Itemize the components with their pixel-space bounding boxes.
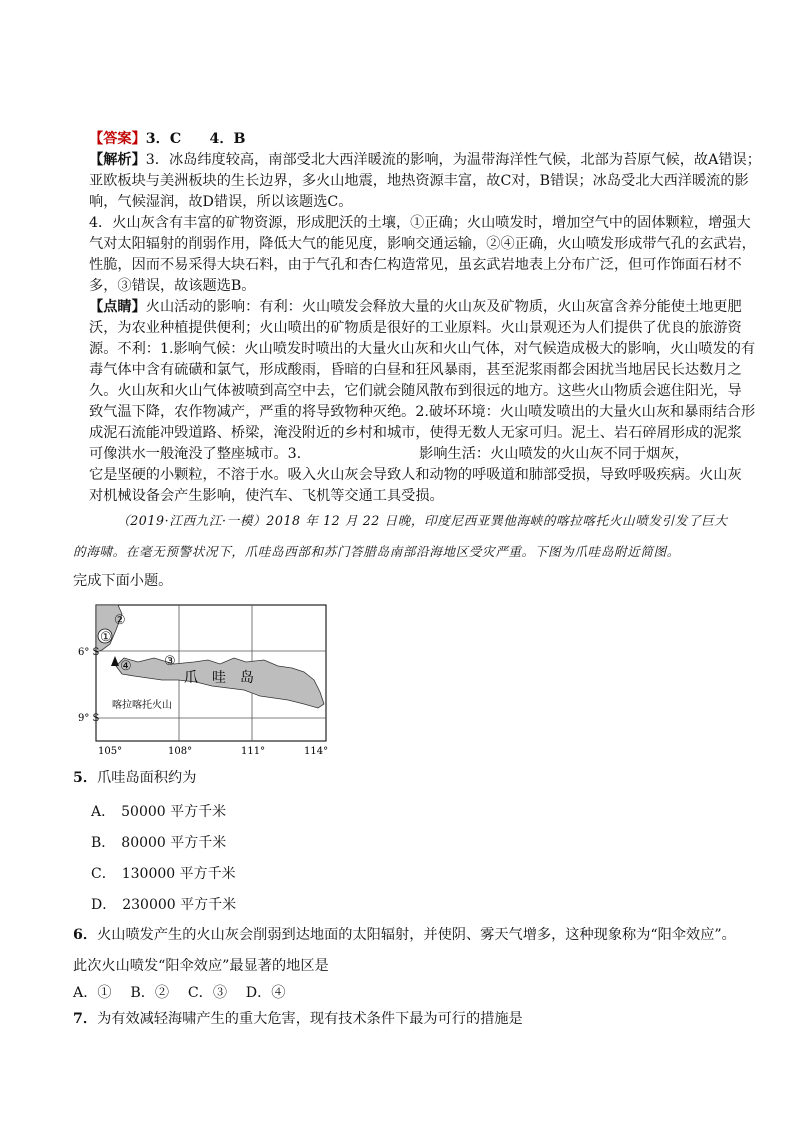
- question-6-options[interactable]: A．① B．② C．③ D．④: [73, 985, 286, 1001]
- question-6-stem: 火山喷发产生的火山灰会削弱到达地面的太阳辐射，并使阴、雾天气增多，这种现象称为“阳伞效应”。: [97, 927, 736, 943]
- marker-2: ②: [114, 613, 126, 628]
- q5-option-c[interactable]: [91, 863, 236, 883]
- answer-label: 【答案】: [89, 131, 146, 147]
- marker-4: ④: [120, 659, 132, 674]
- analysis-line-7: 多，③错误，故该题选B。: [89, 278, 256, 294]
- option-key: D．: [91, 897, 117, 913]
- intro-line-3: 完成下面小题。: [73, 573, 173, 589]
- option-key: A．: [91, 804, 116, 820]
- option-key: C．: [91, 866, 116, 882]
- analysis-line-1: [89, 150, 761, 170]
- option-text: 80000 平方千米: [121, 835, 227, 851]
- question-5-stem: 爪哇岛面积约为: [97, 770, 197, 786]
- q5-option-b[interactable]: [91, 832, 226, 852]
- lon-label-114: 114°: [304, 746, 329, 757]
- question-6: [73, 925, 736, 945]
- volcano-label: 喀拉喀托火山: [112, 700, 172, 711]
- question-6-number: 6．: [73, 927, 98, 943]
- tip-line-2: 沃，为农业种植提供便利；火山喷出的矿物质是很好的工业原料。火山景观还为人们提供了优良的旅游资: [89, 320, 742, 336]
- tip-text-segment: 可像洪水一般淹没了整座城市。3.: [89, 446, 302, 462]
- lat-label-9s: 9° S: [78, 713, 100, 724]
- q5-option-d[interactable]: [91, 894, 236, 914]
- java-map: [78, 600, 338, 760]
- island-label: 爪 哇 岛: [184, 670, 254, 686]
- intro-source: （2019·江西九江·一模）: [117, 513, 267, 528]
- tip-text: 火山活动的影响：有利：火山喷发会释放大量的火山灰及矿物质，火山灰富含养分能使土地更肥: [145, 299, 742, 315]
- question-5-number: 5．: [73, 770, 98, 786]
- marker-3: ③: [164, 654, 176, 669]
- answer-text: 3．C 4．B: [145, 131, 246, 147]
- tip-line-9: 它是坚硬的小颗粒，不溶于水。吸入火山灰会导致人和动物的呼吸道和肺部受损，导致呼吸疾病。火山灰: [89, 467, 742, 483]
- option-text: 130000 平方千米: [121, 866, 236, 882]
- analysis-line-5: 气对太阳辐射的削弱作用，降低大气的能见度，影响交通运输，②④正确，火山喷发形成带气孔的玄武岩，: [89, 236, 756, 252]
- question-7: [73, 1009, 523, 1029]
- analysis-line-3: 响，气候湿润，故D错误，所以该题选C。: [89, 194, 353, 210]
- analysis-line-2: 亚欧板块与美洲板块的生长边界，多火山地震，地热资源丰富，故C对，B错误；冰岛受北大西洋暖流的影: [89, 173, 749, 189]
- tip-line-7: 成泥石流能冲毁道路、桥梁，淹没附近的乡村和城市，使得无数人无家可归。泥土、岩石碎屑形成的泥浆: [89, 425, 742, 441]
- lon-label-108: 108°: [168, 746, 193, 757]
- tip-line-10: 对机械设备会产生影响，使汽车、飞机等交通工具受损。: [89, 488, 444, 504]
- marker-1: ①: [100, 630, 112, 645]
- question-7-number: 7．: [73, 1011, 98, 1027]
- answer-line: [89, 129, 246, 149]
- tip-line-8: [89, 444, 689, 464]
- question-7-stem: 为有效减轻海啸产生的重大危害，现有技术条件下最为可行的措施是: [97, 1011, 523, 1027]
- analysis-line-4: 4．火山灰含有丰富的矿物资源，形成肥沃的土壤，①正确；火山喷发时，增加空气中的固体颗粒，增强大: [89, 215, 751, 231]
- tip-line-5: 久。火山灰和火山气体被喷到高空中去，它们就会随风散布到很远的地方。这些火山物质会遮住阳光，导: [89, 383, 742, 399]
- q5-option-a[interactable]: [91, 801, 226, 821]
- question-6-stem-2: 此次火山喷发“阳伞效应”最显著的地区是: [73, 958, 329, 974]
- lat-label-6s: 6° S: [78, 647, 100, 658]
- tip-label: 【点睛】: [89, 299, 146, 315]
- tip-line-3: 源。不利：1.影响气候：火山喷发时喷出的大量火山灰和火山气体，对气候造成极大的影响，火山喷发的有: [89, 341, 756, 357]
- intro-text: 2018 年 12 月 22 日晚，印度尼西亚巽他海峡的喀拉喀托火山喷发引发了巨大: [266, 513, 728, 528]
- intro-line-2: 的海啸。在毫无预警状况下，爪哇岛西部和苏门答腊岛南部沿海地区受灾严重。下图为爪哇岛附近简图。: [73, 544, 680, 559]
- lon-label-105: 105°: [98, 746, 123, 757]
- tip-line-6: 致气温下降，农作物减产，严重的将导致物种灭绝。2.破坏环境：火山喷发喷出的大量火山灰和暴雨结合形: [89, 404, 756, 420]
- question-5: [73, 768, 196, 788]
- analysis-label: 【解析】: [89, 152, 146, 168]
- option-key: B．: [91, 835, 116, 851]
- analysis-line-6: 性脆，因而不易采得大块石料，由于气孔和杏仁构造常见，虽玄武岩地表上分布广泛，但可作饰面石材不: [89, 257, 742, 273]
- intro-line-1: [117, 511, 728, 531]
- lon-label-111: 111°: [241, 746, 266, 757]
- tip-line-4: 毒气体中含有硫磺和氯气，形成酸雨，昏暗的白昼和狂风暴雨，甚至泥浆雨都会困扰当地居民长达数月之: [89, 362, 742, 378]
- analysis-text: 3．冰岛纬度较高，南部受北大西洋暖流的影响，为温带海洋性气候，北部为苔原气候，故A错误；: [145, 152, 761, 168]
- tip-text-segment: 影响生活：火山喷发的火山灰不同于烟灰，: [419, 446, 689, 462]
- tip-line-1: [89, 297, 742, 317]
- option-text: 230000 平方千米: [122, 897, 237, 913]
- option-text: 50000 平方千米: [121, 804, 227, 820]
